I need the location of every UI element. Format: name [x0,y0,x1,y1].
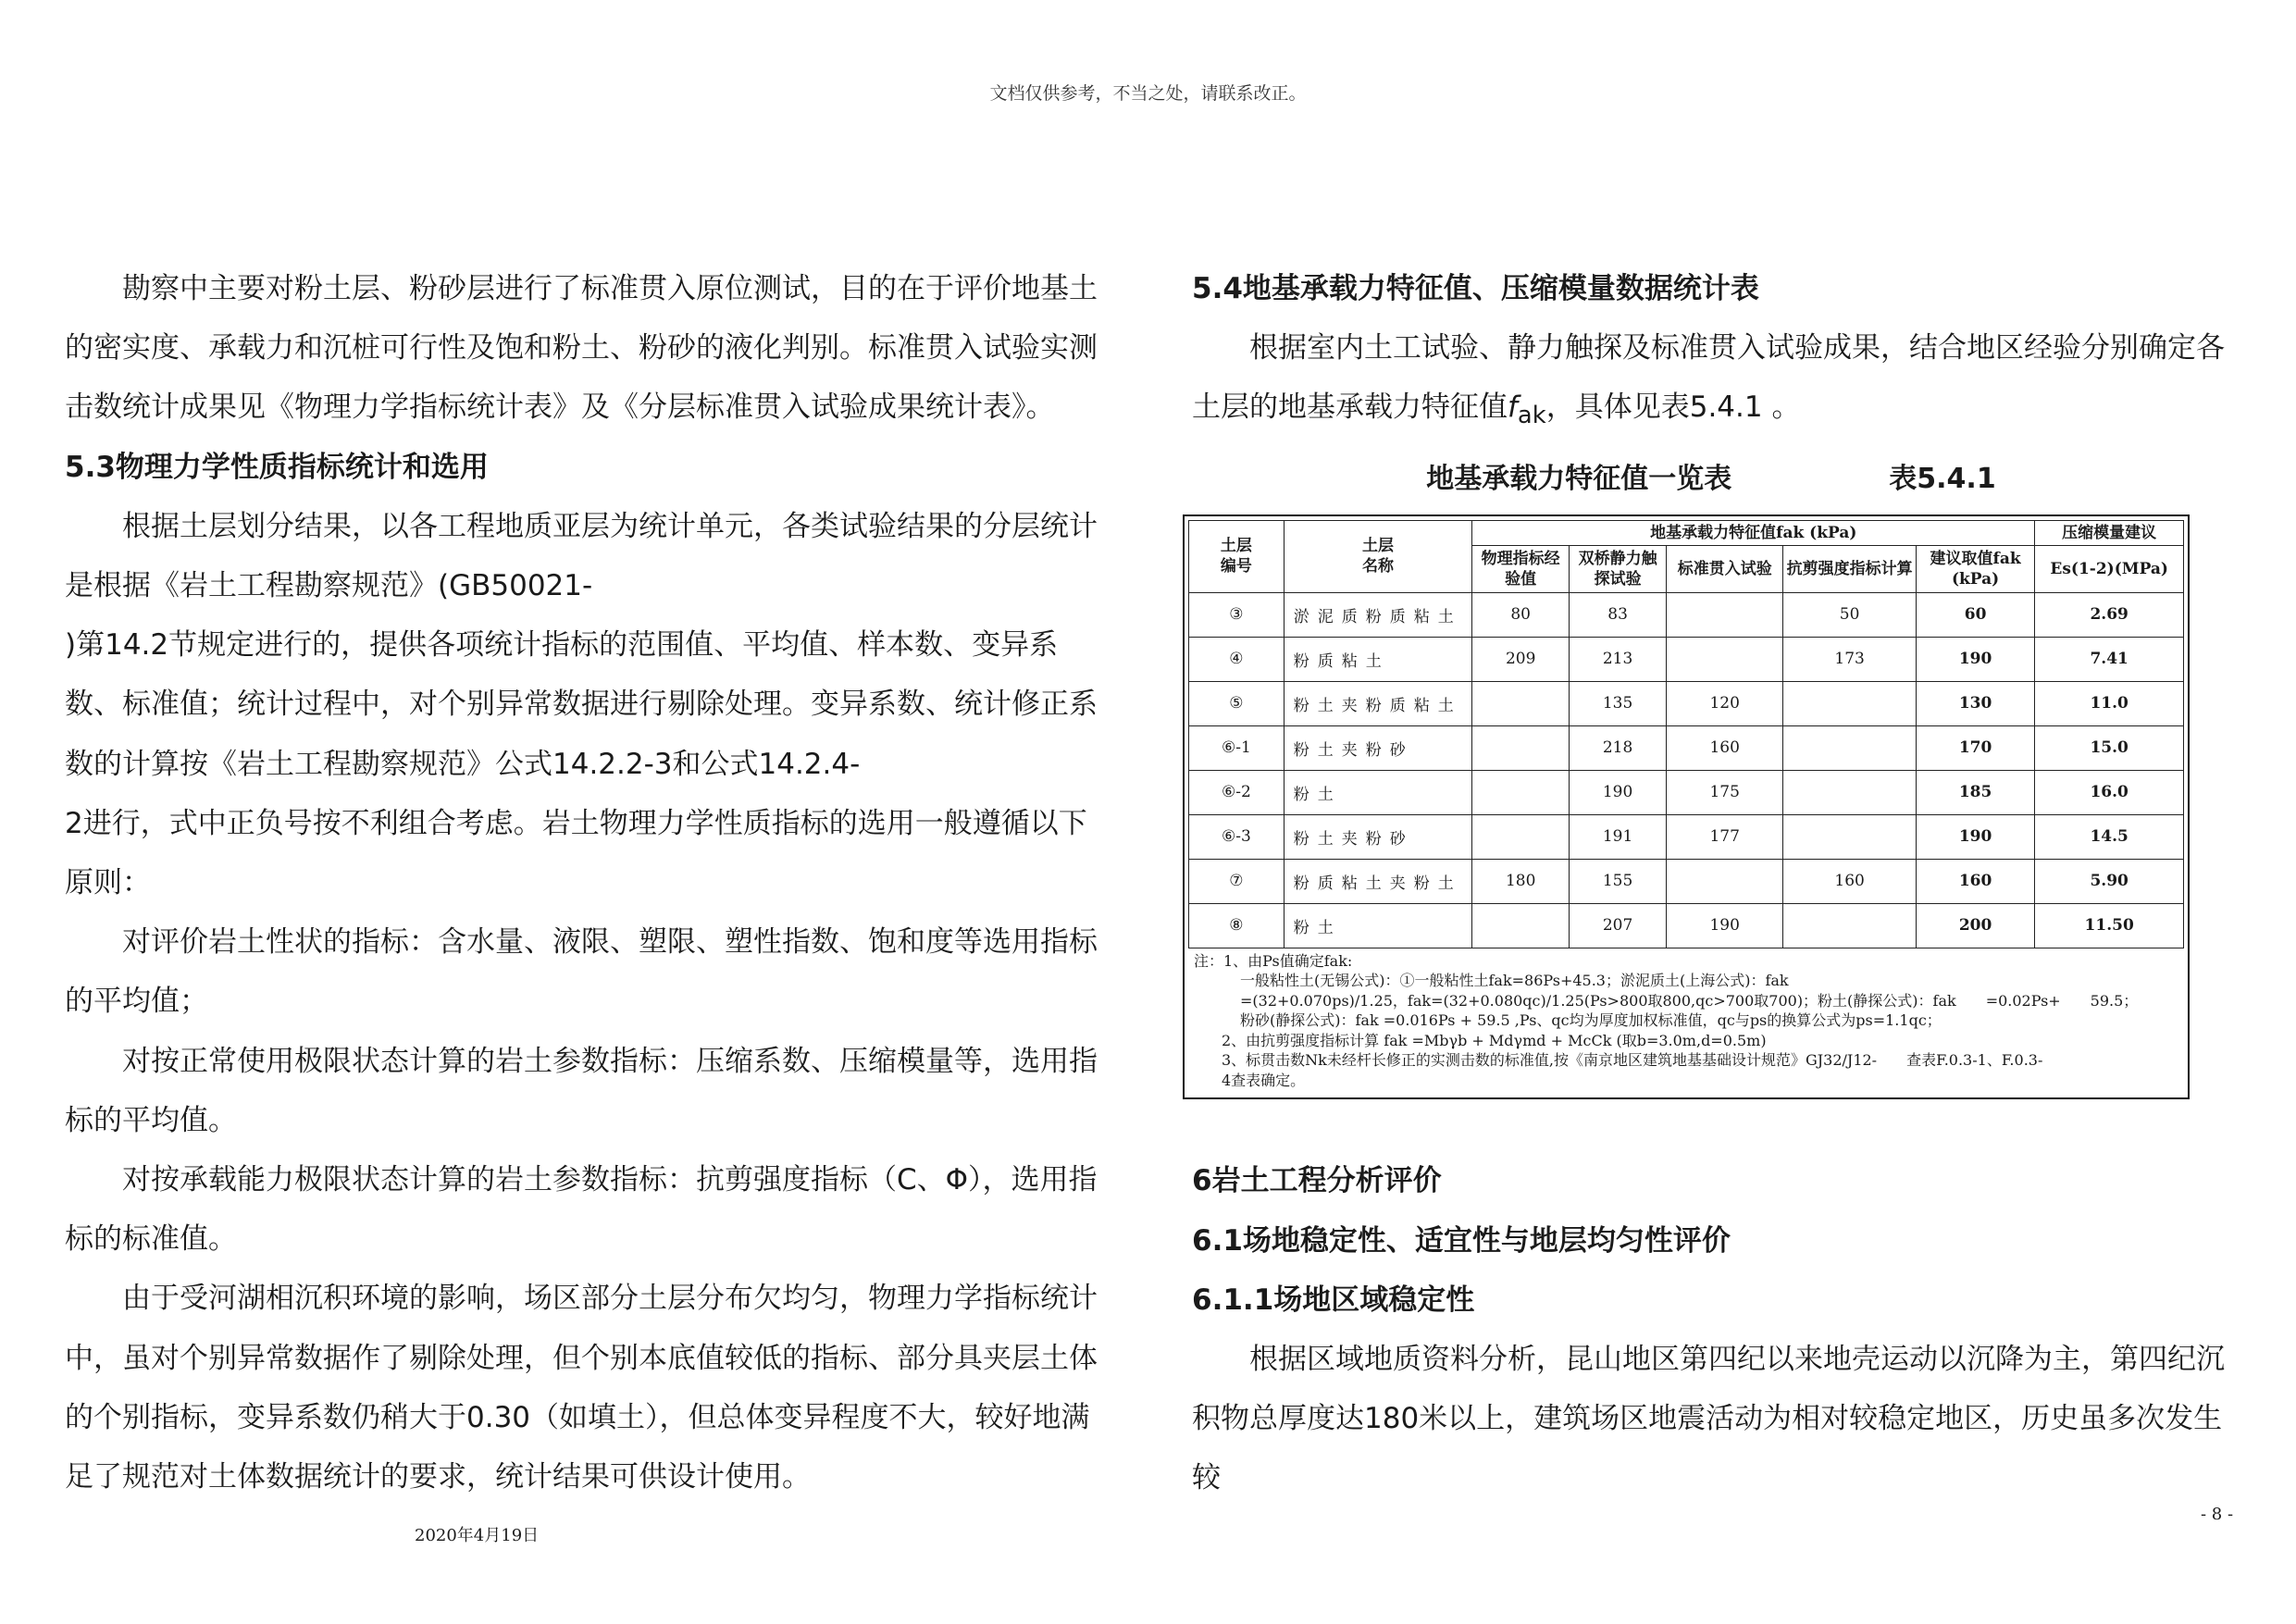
cell-cpt: 218 [1570,725,1667,770]
table-row [1189,681,2184,725]
cell-layer-no: ⑥-1 [1189,725,1285,770]
table-note-line: =(32+0.070ps)/1.25，fak=(32+0.080qc)/1.25(Ps>800取800,qc>700取700)；粉土(静探公式)：fak =0.02Ps+ 59.5； [1240,991,2139,1010]
table-row [1189,814,2184,859]
fak-symbol: f [1508,391,1518,425]
cell-layer-no: ⑧ [1189,903,1285,948]
table-note-line: 注：1、由Ps值确定fak: [1194,951,1353,970]
cell-empirical: 209 [1472,637,1570,681]
cell-shear [1783,681,1916,725]
header-col-spt: 标准贯入试验 [1667,545,1783,592]
cell-es: 14.5 [2035,814,2184,859]
table-row [1189,903,2184,948]
cell-shear [1783,814,1916,859]
cell-cpt: 213 [1570,637,1667,681]
section-heading-6: 6岩土工程分析评价 [1192,1164,1442,1198]
header-col-recommended: 建议取值fak (kPa) [1916,545,2034,592]
cell-layer-name: 粉质粘土夹粉土 [1284,859,1471,903]
page-number: - 8 - [2201,1505,2234,1524]
table-row [1189,725,2184,770]
cell-layer-no: ⑤ [1189,681,1285,725]
cell-layer-name: 淤泥质粉质粘土 [1284,592,1471,637]
table-body [1189,592,2184,948]
cell-shear [1783,725,1916,770]
table-note-line: 2、由抗剪强度指标计算 fak =Mbγb + Mdγmd + McCk (取b=3.0m,d=0.5m) [1222,1031,1767,1049]
cell-es: 5.90 [2035,859,2184,903]
cell-cpt: 135 [1570,681,1667,725]
table-row [1189,637,2184,681]
left-column [65,259,1111,1506]
cell-empirical [1472,770,1570,814]
cell-layer-no: ⑦ [1189,859,1285,903]
cell-spt: 120 [1667,681,1783,725]
header-col-es: Es(1-2)(MPa) [2035,545,2184,592]
cell-layer-name: 粉土 [1284,770,1471,814]
cell-recommended: 200 [1916,903,2034,948]
cell-recommended: 185 [1916,770,2034,814]
table-note-line: 4查表确定。 [1222,1071,1306,1089]
paragraph-index-avg: 对评价岩土性状的指标：含水量、液限、塑限、塑性指数、饱和度等选用指标的平均值； [65,925,1098,1019]
bearing-capacity-table [1188,520,2184,948]
cell-es: 11.50 [2035,903,2184,948]
cell-layer-no: ③ [1189,592,1285,637]
paragraph-serviceability: 对按正常使用极限状态计算的岩土参数指标：压缩系数、压缩模量等，选用指标的平均值。 [65,1044,1098,1137]
header-col-cpt: 双桥静力触探试验 [1570,545,1667,592]
paragraph-regional-stability: 根据区域地质资料分析，昆山地区第四纪以来地壳运动以沉降为主，第四纪沉积物总厚度达180米以上，建筑场区地震活动为相对较稳定地区，历史虽多次发生较 [1192,1342,2225,1495]
cell-spt: 160 [1667,725,1783,770]
right-column [1192,259,2230,1508]
section-heading-5-3: 5.3物理力学性质指标统计和选用 [65,450,489,484]
paragraph-bearing-capacity: 对按承载能力极限状态计算的岩土参数指标：抗剪强度指标（C、Φ），选用指标的标准值。 [65,1163,1098,1257]
footer-date: 2020年4月19日 [415,1526,540,1545]
cell-spt: 190 [1667,903,1783,948]
cell-spt [1667,637,1783,681]
cell-spt: 175 [1667,770,1783,814]
cell-empirical [1472,903,1570,948]
cell-spt [1667,592,1783,637]
cell-spt: 177 [1667,814,1783,859]
cell-layer-name: 粉质粘土 [1284,637,1471,681]
table-row [1189,859,2184,903]
paragraph-variability: 由于受河湖相沉积环境的影响，场区部分土层分布欠均匀，物理力学指标统计中，虽对个别异常数据作了剔除处理，但个别本底值较低的指标、部分具夹层土体的个别指标，变异系数仍稍大于0.30（如填土），但总体变异程度不大，较好地满足了规范对土体数据统计的要求，统计结果可供设计使用。 [65,1282,1098,1494]
header-layer-no: 土层 编号 [1189,520,1285,592]
cell-shear: 173 [1783,637,1916,681]
page-header-note: 文档仅供参考，不当之处，请联系改正。 [989,83,1307,104]
cell-shear: 50 [1783,592,1916,637]
cell-layer-no: ⑥-2 [1189,770,1285,814]
cell-recommended: 190 [1916,814,2034,859]
table-note-line: 3、标贯击数Nk未经杆长修正的实测击数的标准值,按《南京地区建筑地基基础设计规范》GJ32/J12- 查表F.0.3-1、F.0.3- [1222,1051,2043,1070]
section-heading-6-1-1: 6.1.1场地区域稳定性 [1192,1283,1475,1317]
cell-cpt: 190 [1570,770,1667,814]
cell-layer-name: 粉土夹粉质粘土 [1284,681,1471,725]
cell-recommended: 190 [1916,637,2034,681]
cell-shear [1783,770,1916,814]
header-group-es: 压缩模量建议 [2035,520,2184,545]
table-note-line: 粉砂(静探公式)：fak =0.016Ps + 59.5 ,Ps、qc均为厚度加权标准值，qc与ps的换算公式为ps=1.1qc； [1240,1011,1942,1030]
cell-layer-name: 粉土 [1284,903,1471,948]
header-col-shear: 抗剪强度指标计算 [1783,545,1916,592]
cell-layer-no: ⑥-3 [1189,814,1285,859]
table-caption [1192,450,2230,509]
paragraph-stat-a: 根据土层划分结果，以各工程地质亚层为统计单元，各类试验结果的分层统计是根据《岩土工程勘察规范》(GB50021- [65,509,1098,603]
cell-empirical [1472,725,1570,770]
cell-es: 15.0 [2035,725,2184,770]
cell-layer-name: 粉土夹粉砂 [1284,814,1471,859]
cell-shear [1783,903,1916,948]
table-row [1189,770,2184,814]
paragraph-stat-c: 2进行，式中正负号按不利组合考虑。岩土物理力学性质指标的选用一般遵循以下原则： [65,806,1087,900]
table-number: 表5.4.1 [1889,462,1996,495]
cell-es: 7.41 [2035,637,2184,681]
cell-es: 16.0 [2035,770,2184,814]
header-group-fak: 地基承载力特征值fak (kPa) [1472,520,2035,545]
table-row [1189,592,2184,637]
paragraph-stat-b: )第14.2节规定进行的，提供各项统计指标的范围值、平均值、样本数、变异系数、标准值；统计过程中，对个别异常数据进行剔除处理。变异系数、统计修正系数的计算按《岩土工程勘察规范》公式14.2.2-3和公式14.2.4- [65,628,1098,781]
cell-recommended: 60 [1916,592,2034,637]
cell-cpt: 207 [1570,903,1667,948]
cell-empirical [1472,681,1570,725]
table-note-line: 一般粘性土(无锡公式)：①一般粘性土fak=86Ps+45.3；淤泥质土(上海公式)：fak [1240,972,1789,990]
paragraph-spt: 勘察中主要对粉土层、粉砂层进行了标准贯入原位测试，目的在于评价地基土的密实度、承载力和沉桩可行性及饱和粉土、粉砂的液化判别。标准贯入试验实测击数统计成果见《物理力学指标统计表》及《分层标准贯入试验成果统计表》。 [65,272,1098,425]
table-title: 地基承载力特征值一览表 [1426,462,1732,495]
cell-empirical: 180 [1472,859,1570,903]
header-col-empirical: 物理指标经验值 [1472,545,1570,592]
cell-es: 11.0 [2035,681,2184,725]
header-layer-name: 土层 名称 [1284,520,1471,592]
cell-es: 2.69 [2035,592,2184,637]
cell-empirical: 80 [1472,592,1570,637]
cell-shear: 160 [1783,859,1916,903]
cell-cpt: 83 [1570,592,1667,637]
cell-layer-no: ④ [1189,637,1285,681]
cell-spt [1667,859,1783,903]
section-heading-5-4: 5.4地基承载力特征值、压缩模量数据统计表 [1192,272,1759,305]
cell-recommended: 160 [1916,859,2034,903]
cell-empirical [1472,814,1570,859]
cell-layer-name: 粉土夹粉砂 [1284,725,1471,770]
cell-recommended: 170 [1916,725,2034,770]
paragraph-fak-intro: 根据室内土工试验、静力触探及标准贯入试验成果，结合地区经验分别确定各土层的地基承载力特征值$f_{ak}$，具体见表5.4.1 。 [1192,331,2225,430]
cell-recommended: 130 [1916,681,2034,725]
cell-cpt: 191 [1570,814,1667,859]
section-heading-6-1: 6.1场地稳定性、适宜性与地层均匀性评价 [1192,1223,1731,1258]
bearing-capacity-table-frame [1183,514,2190,1100]
table-notes [1188,948,2184,1095]
cell-cpt: 155 [1570,859,1667,903]
